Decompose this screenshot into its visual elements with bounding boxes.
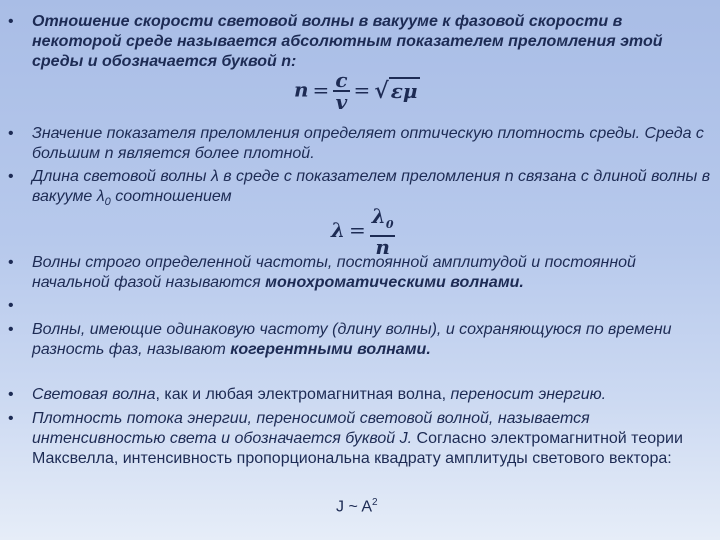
fraction-numerator xyxy=(370,206,396,237)
relation-text: J ~ A xyxy=(336,498,373,516)
term-monochromatic: монохроматическими волнами. xyxy=(265,274,524,291)
formula-wavelength xyxy=(331,206,395,257)
bullet: • xyxy=(8,297,14,314)
lambda-symbol: λ xyxy=(96,188,105,205)
formula-equals: = xyxy=(312,77,330,102)
subscript-zero: 0 xyxy=(104,196,111,209)
text-segment: Длина световой волны xyxy=(32,168,211,185)
text-segment: соотношением xyxy=(110,188,232,205)
bullet: • xyxy=(8,13,14,30)
bullet: • xyxy=(8,321,14,338)
term-coherent: когерентными волнами. xyxy=(230,341,431,358)
formula-lhs: λ xyxy=(331,218,346,242)
formula-lhs: n xyxy=(294,77,309,102)
text-segment: Волны строго определенной частоты, постоянной амплитудой и постоянной начальной фазой называются xyxy=(32,254,636,291)
subscript-zero: 0 xyxy=(385,218,394,231)
bullet: • xyxy=(8,125,14,142)
lambda-symbol: λ xyxy=(210,168,219,185)
fraction-denominator: v xyxy=(335,90,348,114)
relation-exponent: 2 xyxy=(372,497,378,508)
fraction-lambda0-over-n xyxy=(370,206,396,257)
coherent-waves-text xyxy=(32,320,716,360)
formula-equals: = xyxy=(353,77,371,102)
intensity-definition-text xyxy=(32,409,716,469)
formula-refractive-index xyxy=(294,70,420,112)
bullet: • xyxy=(8,410,14,427)
bullet: • xyxy=(8,254,14,271)
energy-transfer-text xyxy=(32,385,716,405)
fraction-numerator: c xyxy=(335,68,348,92)
optical-density-text: Значение показателя преломления определяет оптическую плотность среды. Среда с большим n является более плотной. xyxy=(32,125,704,162)
formula-equals: = xyxy=(349,218,366,242)
square-root xyxy=(374,78,419,104)
fraction-denominator: n xyxy=(375,235,390,259)
definition-refractive-index: Отношение скорости световой волны в вакууме к фазовой скорости в некоторой среде называется абсолютным показателем преломления этой среды и обозначается буквой n: xyxy=(32,13,663,70)
fraction-c-over-v xyxy=(333,70,349,112)
sqrt-symbol: √ xyxy=(374,78,389,104)
text-segment: переносит энергию. xyxy=(450,386,607,403)
text-segment: , как и любая электромагнитная волна, xyxy=(155,386,451,403)
intensity-relation xyxy=(336,493,378,517)
lambda-symbol: λ xyxy=(371,204,386,228)
monochromatic-waves-text xyxy=(32,253,716,293)
bullet: • xyxy=(8,386,14,403)
text-segment: Световая волна xyxy=(32,386,156,403)
text-segment: Волны, имеющие одинаковую частоту (длину волны), и сохраняющуюся по времени разность фаз, называют xyxy=(32,321,672,358)
text-segment: Плотность потока энергии, переносимой световой волной, называется интенсивностью света и обозначается буквой J. xyxy=(32,410,590,447)
text-segment: Согласно электромагнитной теории Максвелла, интенсивность пропорциональна квадрату амплитуды светового вектора: xyxy=(32,430,683,467)
sqrt-radicand: εμ xyxy=(390,79,418,103)
bullet: • xyxy=(8,168,14,185)
text-segment: в среде с показателем преломления n связана с длиной волны в вакууме xyxy=(32,168,711,205)
